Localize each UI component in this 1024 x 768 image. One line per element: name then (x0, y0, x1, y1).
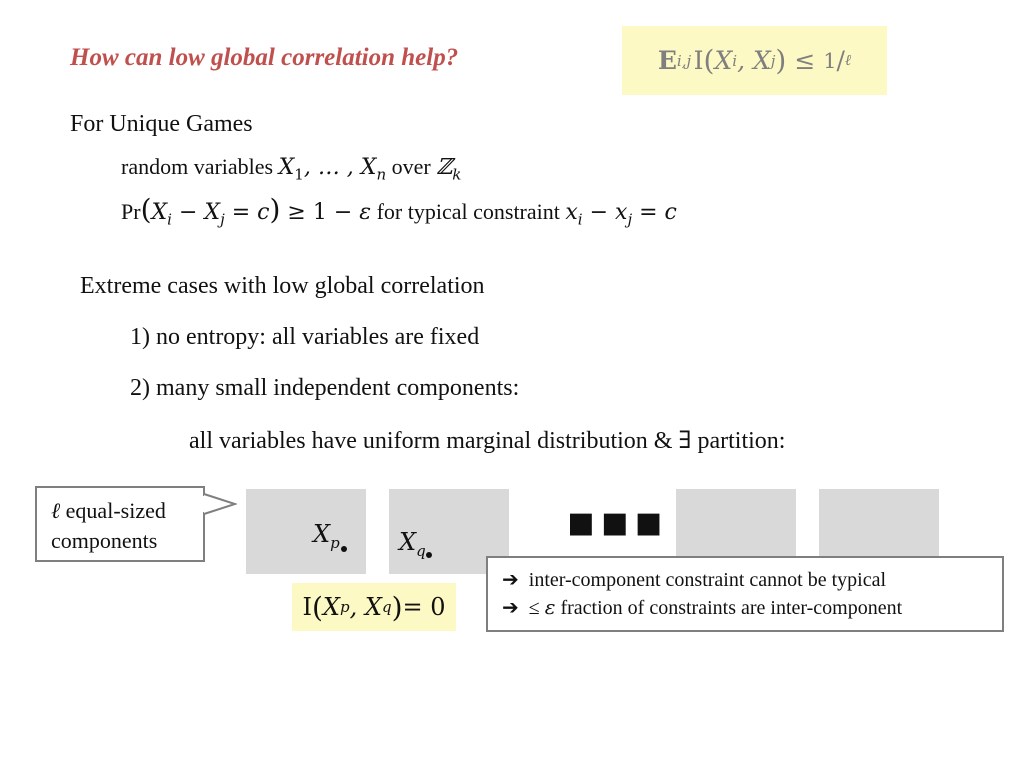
arrow-icon: ➔ (502, 597, 519, 619)
variable-xp: $X_p$ (313, 520, 340, 552)
partition-statement: all variables have uniform marginal distribution & ∃ partition: (189, 428, 786, 454)
variable-xq: $X_q$ (399, 528, 426, 560)
expected-correlation-formula: E i,j I ( X i , X j ) ≤ 1 / ℓ (622, 26, 887, 95)
arrow-icon: ➔ (502, 569, 519, 591)
conclusion-note (486, 556, 1004, 632)
variable-xq-point (426, 552, 432, 558)
extreme-cases-heading: Extreme cases with low global correlation (80, 273, 485, 299)
case-small-components: 2) many small independent components: (130, 375, 520, 401)
conclusion-line-1: ➔ inter-component constraint cannot be typical (502, 569, 887, 591)
unique-games-heading: For Unique Games (70, 111, 253, 137)
probability-constraint-line: $Pr(X_i - X_j = c) \ge 1 - \varepsilon$ for typical constraint $x_i - x_j = c$ (121, 193, 677, 229)
component-box-1 (246, 489, 366, 574)
slide-title: How can low global correlation help? (70, 44, 459, 71)
variable-xp-point (341, 546, 347, 552)
case-no-entropy: 1) no entropy: all variables are fixed (130, 324, 480, 350)
callout-pointer (203, 492, 237, 516)
random-variables-line: random variables $X_1$, … , $X_n$ over ℤ$_k$ (121, 154, 462, 184)
conclusion-line-2: ➔ ≤ ε fraction of constraints are inter-component (502, 595, 903, 619)
ellipsis: ▪▪▪ (566, 496, 668, 547)
independence-formula: I ( X p , X q ) = 0 (292, 583, 456, 631)
components-callout: ℓ equal-sized components (35, 486, 205, 562)
